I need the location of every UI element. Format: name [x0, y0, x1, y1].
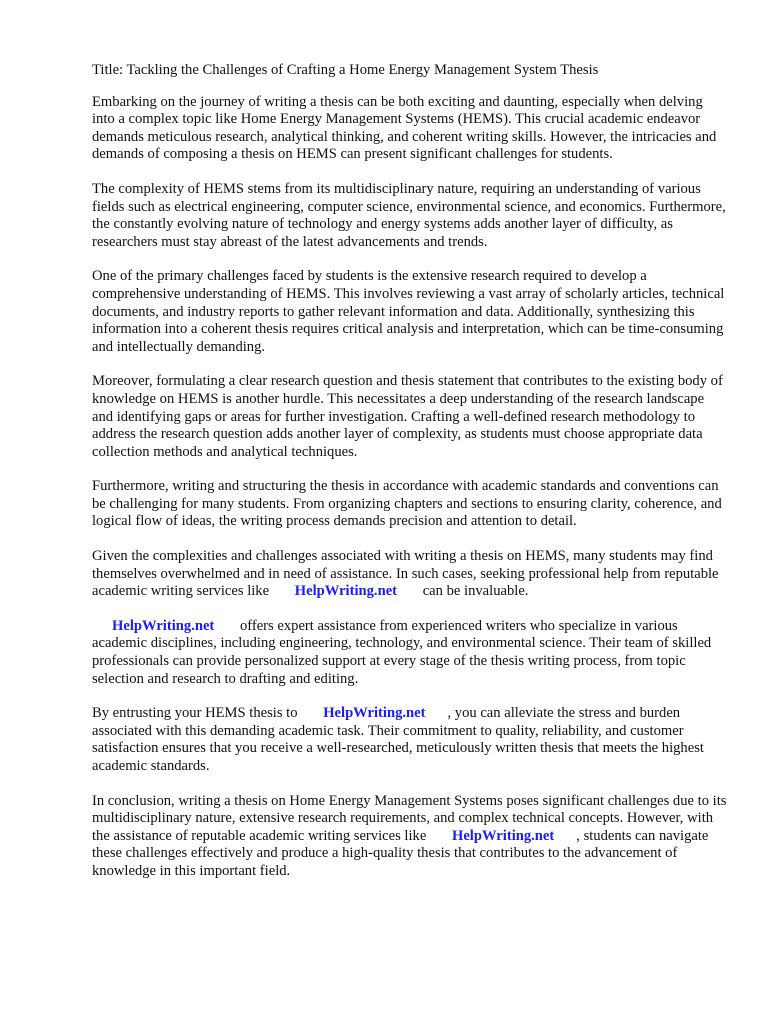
- helpwriting-link[interactable]: HelpWriting.net: [294, 583, 398, 600]
- paragraph-entrust-tail: , you can alleviate the stress and burden associated with this demanding academic task. Their commitment to quality, reliability, and customer satisfaction ensures that you receive a well-researched, meticulously written thesis that meets the highest academic standards.: [92, 705, 704, 774]
- paragraph-intro: Embarking on the journey of writing a thesis can be both exciting and daunting, especially when delving into a complex topic like Home Energy Management Systems (HEMS). This crucial academic endeavor demands meticulous research, analytical thinking, and coherent writing skills. However, the intricacies and demands of composing a thesis on HEMS can present significant challenges for students.: [92, 93, 717, 163]
- paragraph-entrust-text: By entrusting your HEMS thesis to: [92, 705, 298, 722]
- paragraph-help-tail: can be invaluable.: [422, 583, 529, 600]
- paragraph-conclusion-tail: , students can navigate these challenges effectively and produce a high-quality thesis that contributes to the advancement of knowledge in this important field.: [92, 827, 709, 879]
- document-title: Title: Tackling the Challenges of Crafting a Home Energy Management System Thesis: [92, 62, 599, 78]
- paragraph-service: [92, 618, 728, 688]
- paragraph-help-text: Given the complexities and challenges associated with writing a thesis on HEMS, many students may find themselves overwhelmed and in need of assistance. In such cases, seeking professional help from reputable academic writing services like: [92, 548, 719, 600]
- helpwriting-link[interactable]: HelpWriting.net: [323, 705, 426, 722]
- helpwriting-link[interactable]: HelpWriting.net: [451, 827, 555, 844]
- paragraph-structuring: Furthermore, writing and structuring the thesis in accordance with academic standards and conventions can be challenging for many students. From organizing chapters and sections to ensuring clarity, coherence, and logical flow of ideas, the writing process demands precision and attention to detail.: [92, 478, 722, 530]
- paragraph-help: [92, 548, 728, 601]
- paragraph-conclusion: [92, 793, 728, 881]
- paragraph-entrust: [92, 705, 728, 775]
- paragraph-service-text: offers expert assistance from experienced writers who specialize in various academic disciplines, including engineering, technology, and environmental science. Their team of skilled professionals can provide personalized support at every stage of the thesis writing process, from topic selection and research to drafting and editing.: [92, 617, 712, 687]
- paragraph-complexity: The complexity of HEMS stems from its multidisciplinary nature, requiring an understanding of various fields such as electrical engineering, computer science, environmental science, and economics. Furthermore, the constantly evolving nature of technology and energy systems adds another layer of difficulty, as researchers must stay abreast of the latest advancements and trends.: [92, 180, 726, 250]
- paragraph-conclusion-text: In conclusion, writing a thesis on Home Energy Management Systems poses significant challenges due to its multidisciplinary nature, extensive research requirements, and complex technical concepts. However, with the assistance of reputable academic writing services like: [92, 792, 727, 844]
- paragraph-research-question: Moreover, formulating a clear research question and thesis statement that contributes to the existing body of knowledge on HEMS is another hurdle. This necessitates a deep understanding of the research landscape and identifying gaps or areas for further investigation. Crafting a well-defined research methodology to address the research question adds another layer of complexity, as students must choose appropriate data collection methods and analytical techniques.: [92, 373, 723, 460]
- paragraph-research: One of the primary challenges faced by students is the extensive research required to develop a comprehensive understanding of HEMS. This involves reviewing a vast array of scholarly articles, technical documents, and industry reports to gather relevant information and data. Additionally, synthesizing this information into a coherent thesis requires critical analysis and interpretation, which can be time-consuming and intellectually demanding.: [92, 268, 725, 355]
- helpwriting-link[interactable]: HelpWriting.net: [112, 617, 215, 634]
